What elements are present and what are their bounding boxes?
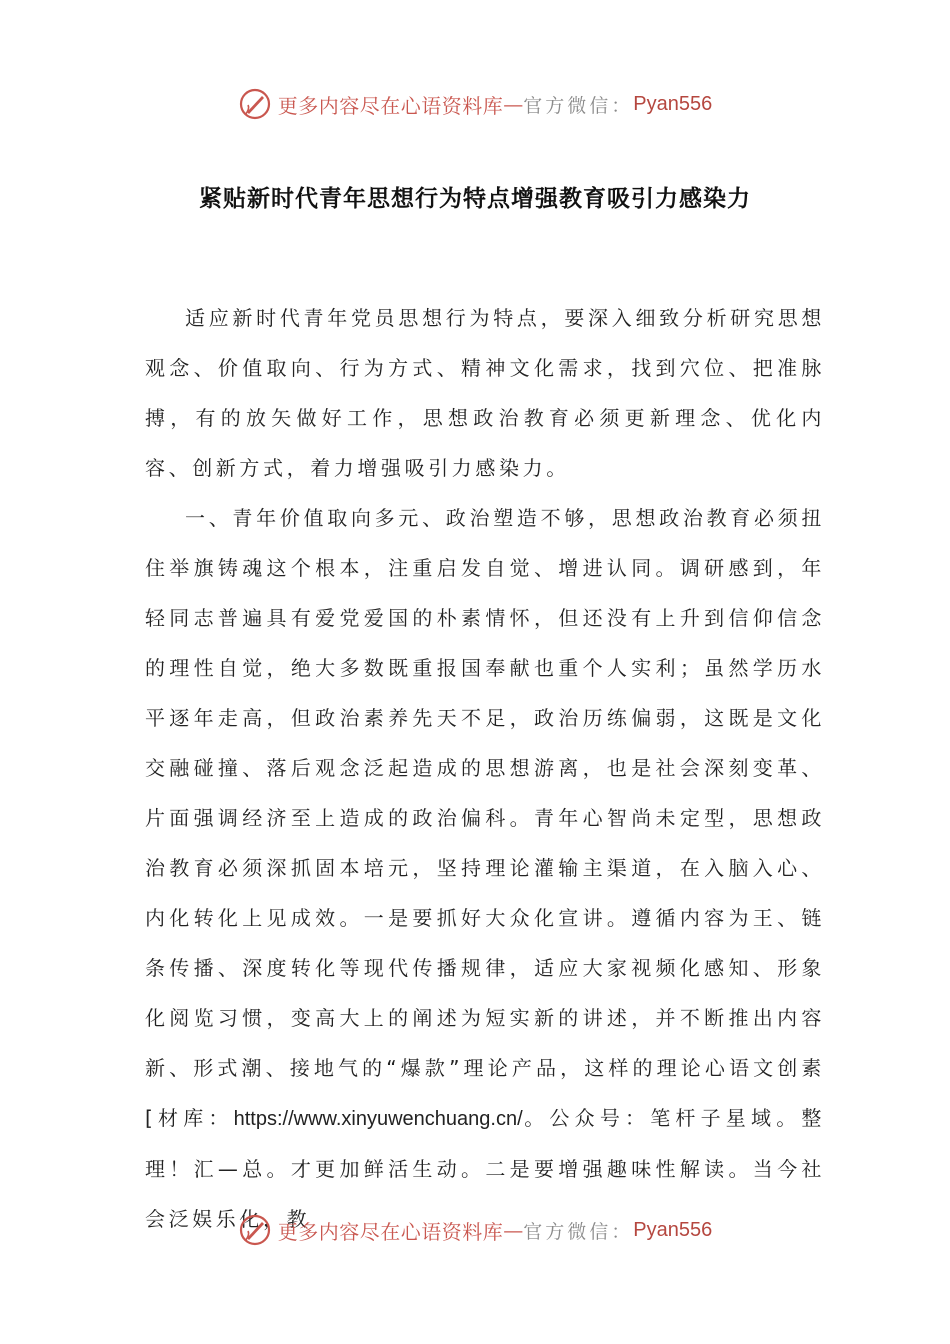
document-body [145,293,825,1244]
banner-wechat-label: 官方微信： [523,1220,634,1243]
paragraph-section-one [145,493,825,1244]
paragraph-section-one-continued: 。公众号：笔杆子星域。整理！汇—总。才更加鲜活生动。二是要增强趣味性解读。当今社会泛娱乐化，教 [145,1106,826,1231]
document-title: 紧贴新时代青年思想行为特点增强教育吸引力感染力 [199,186,751,212]
banner-wechat-id: Pyan556 [633,1218,713,1241]
paragraph-intro: 适应新时代青年党员思想行为特点，要深入细致分析研究思想观念、价值取向、行为方式、精神文化需求，找到穴位、把准脉搏，有的放矢做好工作，思想政治教育必须更新理念、优化内容、创新方式，着力增强吸引力感染力。 [145,306,825,480]
banner-main-text: 更多内容尽在心语资料库 [277,93,504,118]
footer-watermark-banner [0,1208,950,1252]
source-url: https://www.xinyuwenchuang.cn/ [233,1108,523,1130]
banner-main-text: 更多内容尽在心语资料库 [277,1219,504,1244]
paragraph-section-one-text: 一、青年价值取向多元、政治塑造不够，思想政治教育必须扭住举旗铸魂这个根本，注重启发自觉、增进认同。调研感到，年轻同志普遍具有爱党爱国的朴素情怀，但还没有上升到信仰信念的理性自觉，绝大多数既重报国奉献也重个人实利；虽然学历水平逐年走高，但政治素养先天不足，政治历练偏弱，这既是文化交融碰撞、落后观念泛起造成的思想游离，也是社会深刻变革、片面强调经济至上造成的政治偏科。青年心智尚未定型，思想政治教育必须深抓固本培元，坚持理论灌输主渠道，在入脑入心、内化转化上见成效。一是要抓好大众化宣讲。遵循内容为王、链条传播、深度转化等现代传播规律，适应大家视频化感知、形象化阅览习惯，变高大上的阐述为短实新的讲述，并不断推出内容新、形式潮、接地气的“爆款”理论产品，这样的理论心语文创素[材库： [145,506,825,1130]
quill-logo-icon [238,1213,272,1247]
header-watermark-banner [0,82,950,126]
banner-wechat-label: 官方微信： [523,94,634,117]
banner-wechat-id: Pyan556 [633,92,713,115]
quill-logo-icon [238,87,272,121]
banner-separator: — [503,1218,524,1242]
banner-separator: — [503,92,524,116]
